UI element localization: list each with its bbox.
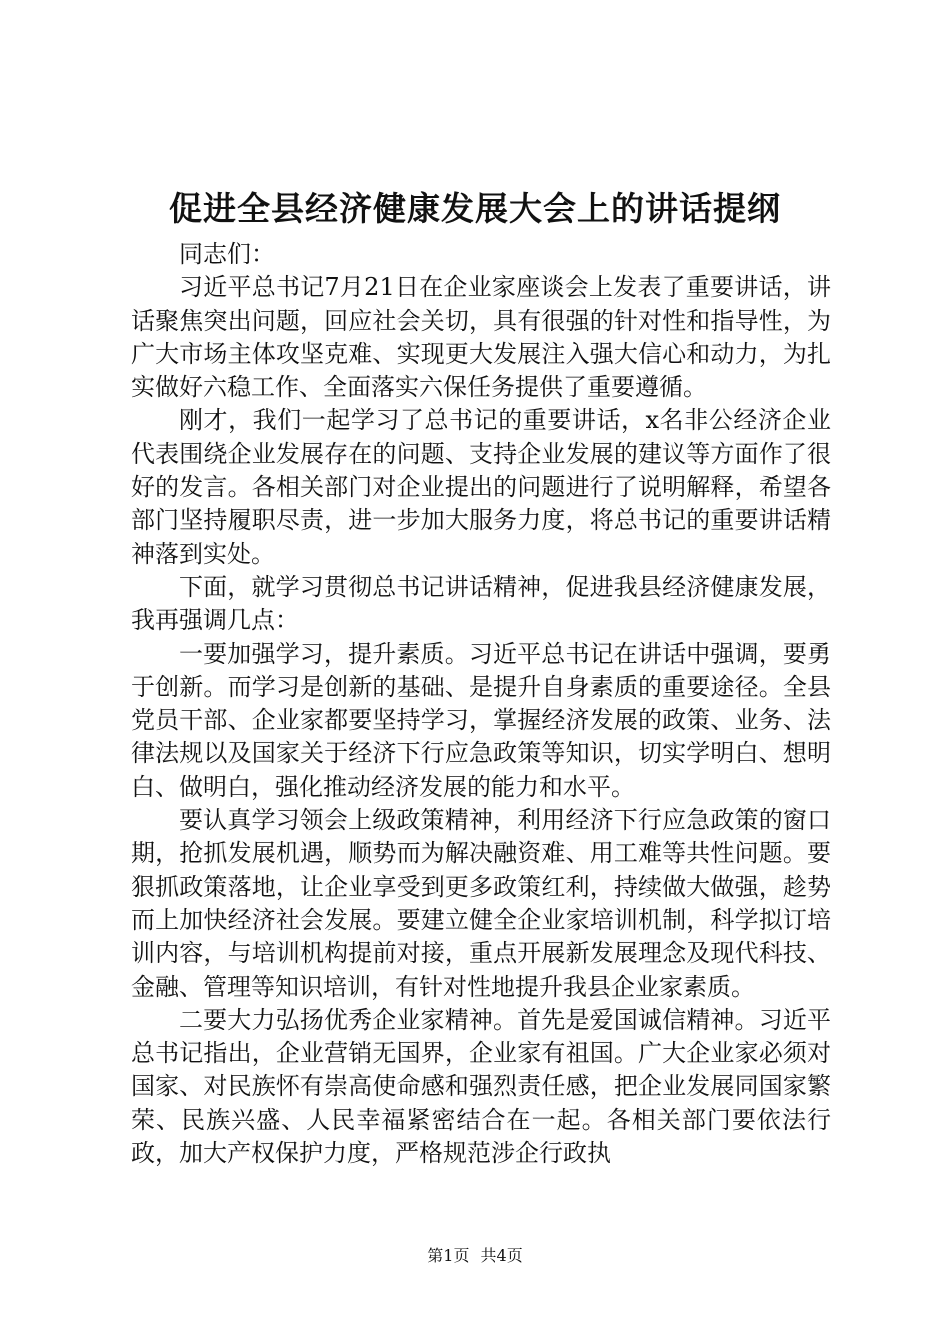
paragraph: 一要加强学习，提升素质。习近平总书记在讲话中强调，要勇于创新。而学习是创新的基础、是提升自身素质的重要途径。全县党员干部、企业家都要坚持学习，掌握经济发展的政策、业务、法律法规以及国家关于经济下行应急政策等知识，切实学明白、想明白、做明白，强化推动经济发展的能力和水平。: [131, 639, 831, 801]
paragraph: 要认真学习领会上级政策精神，利用经济下行应急政策的窗口期，抢抓发展机遇，顺势而为解决融资难、用工难等共性问题。要狠抓政策落地，让企业享受到更多政策红利，持续做大做强，趁势而上加快经济社会发展。要建立健全企业家培训机制，科学拟订培训内容，与培训机构提前对接，重点开展新发展理念及现代科技、金融、管理等知识培训，有针对性地提升我县企业家素质。: [131, 806, 831, 1001]
paragraph: 习近平总书记7月21日在企业家座谈会上发表了重要讲话，讲话聚焦突出问题，回应社会关切，具有很强的针对性和指导性，为广大市场主体攻坚克难、实现更大发展注入强大信心和动力，为扎实做好六稳工作、全面落实六保任务提供了重要遵循。: [131, 273, 831, 402]
paragraph-salutation: 同志们：: [179, 240, 275, 268]
page-number-footer: 第1页 共4页: [427, 1246, 523, 1265]
paragraph: 下面，就学习贯彻总书记讲话精神，促进我县经济健康发展，我再强调几点：: [131, 572, 831, 635]
paragraph: 刚才，我们一起学习了总书记的重要讲话，x名非公经济企业代表围绕企业发展存在的问题、支持企业发展的建议等方面作了很好的发言。各相关部门对企业提出的问题进行了说明解释，希望各部门坚持履职尽责，进一步加大服务力度，将总书记的重要讲话精神落到实处。: [131, 406, 831, 568]
document-body: [131, 238, 831, 1170]
paragraph: 二要大力弘扬优秀企业家精神。首先是爱国诚信精神。习近平总书记指出，企业营销无国界，企业家有祖国。广大企业家必须对国家、对民族怀有崇高使命感和强烈责任感，把企业发展同国家繁荣、民族兴盛、人民幸福紧密结合在一起。各相关部门要依法行政，加大产权保护力度，严格规范涉企行政执: [131, 1005, 831, 1168]
document-title: 促进全县经济健康发展大会上的讲话提纲: [169, 189, 781, 228]
